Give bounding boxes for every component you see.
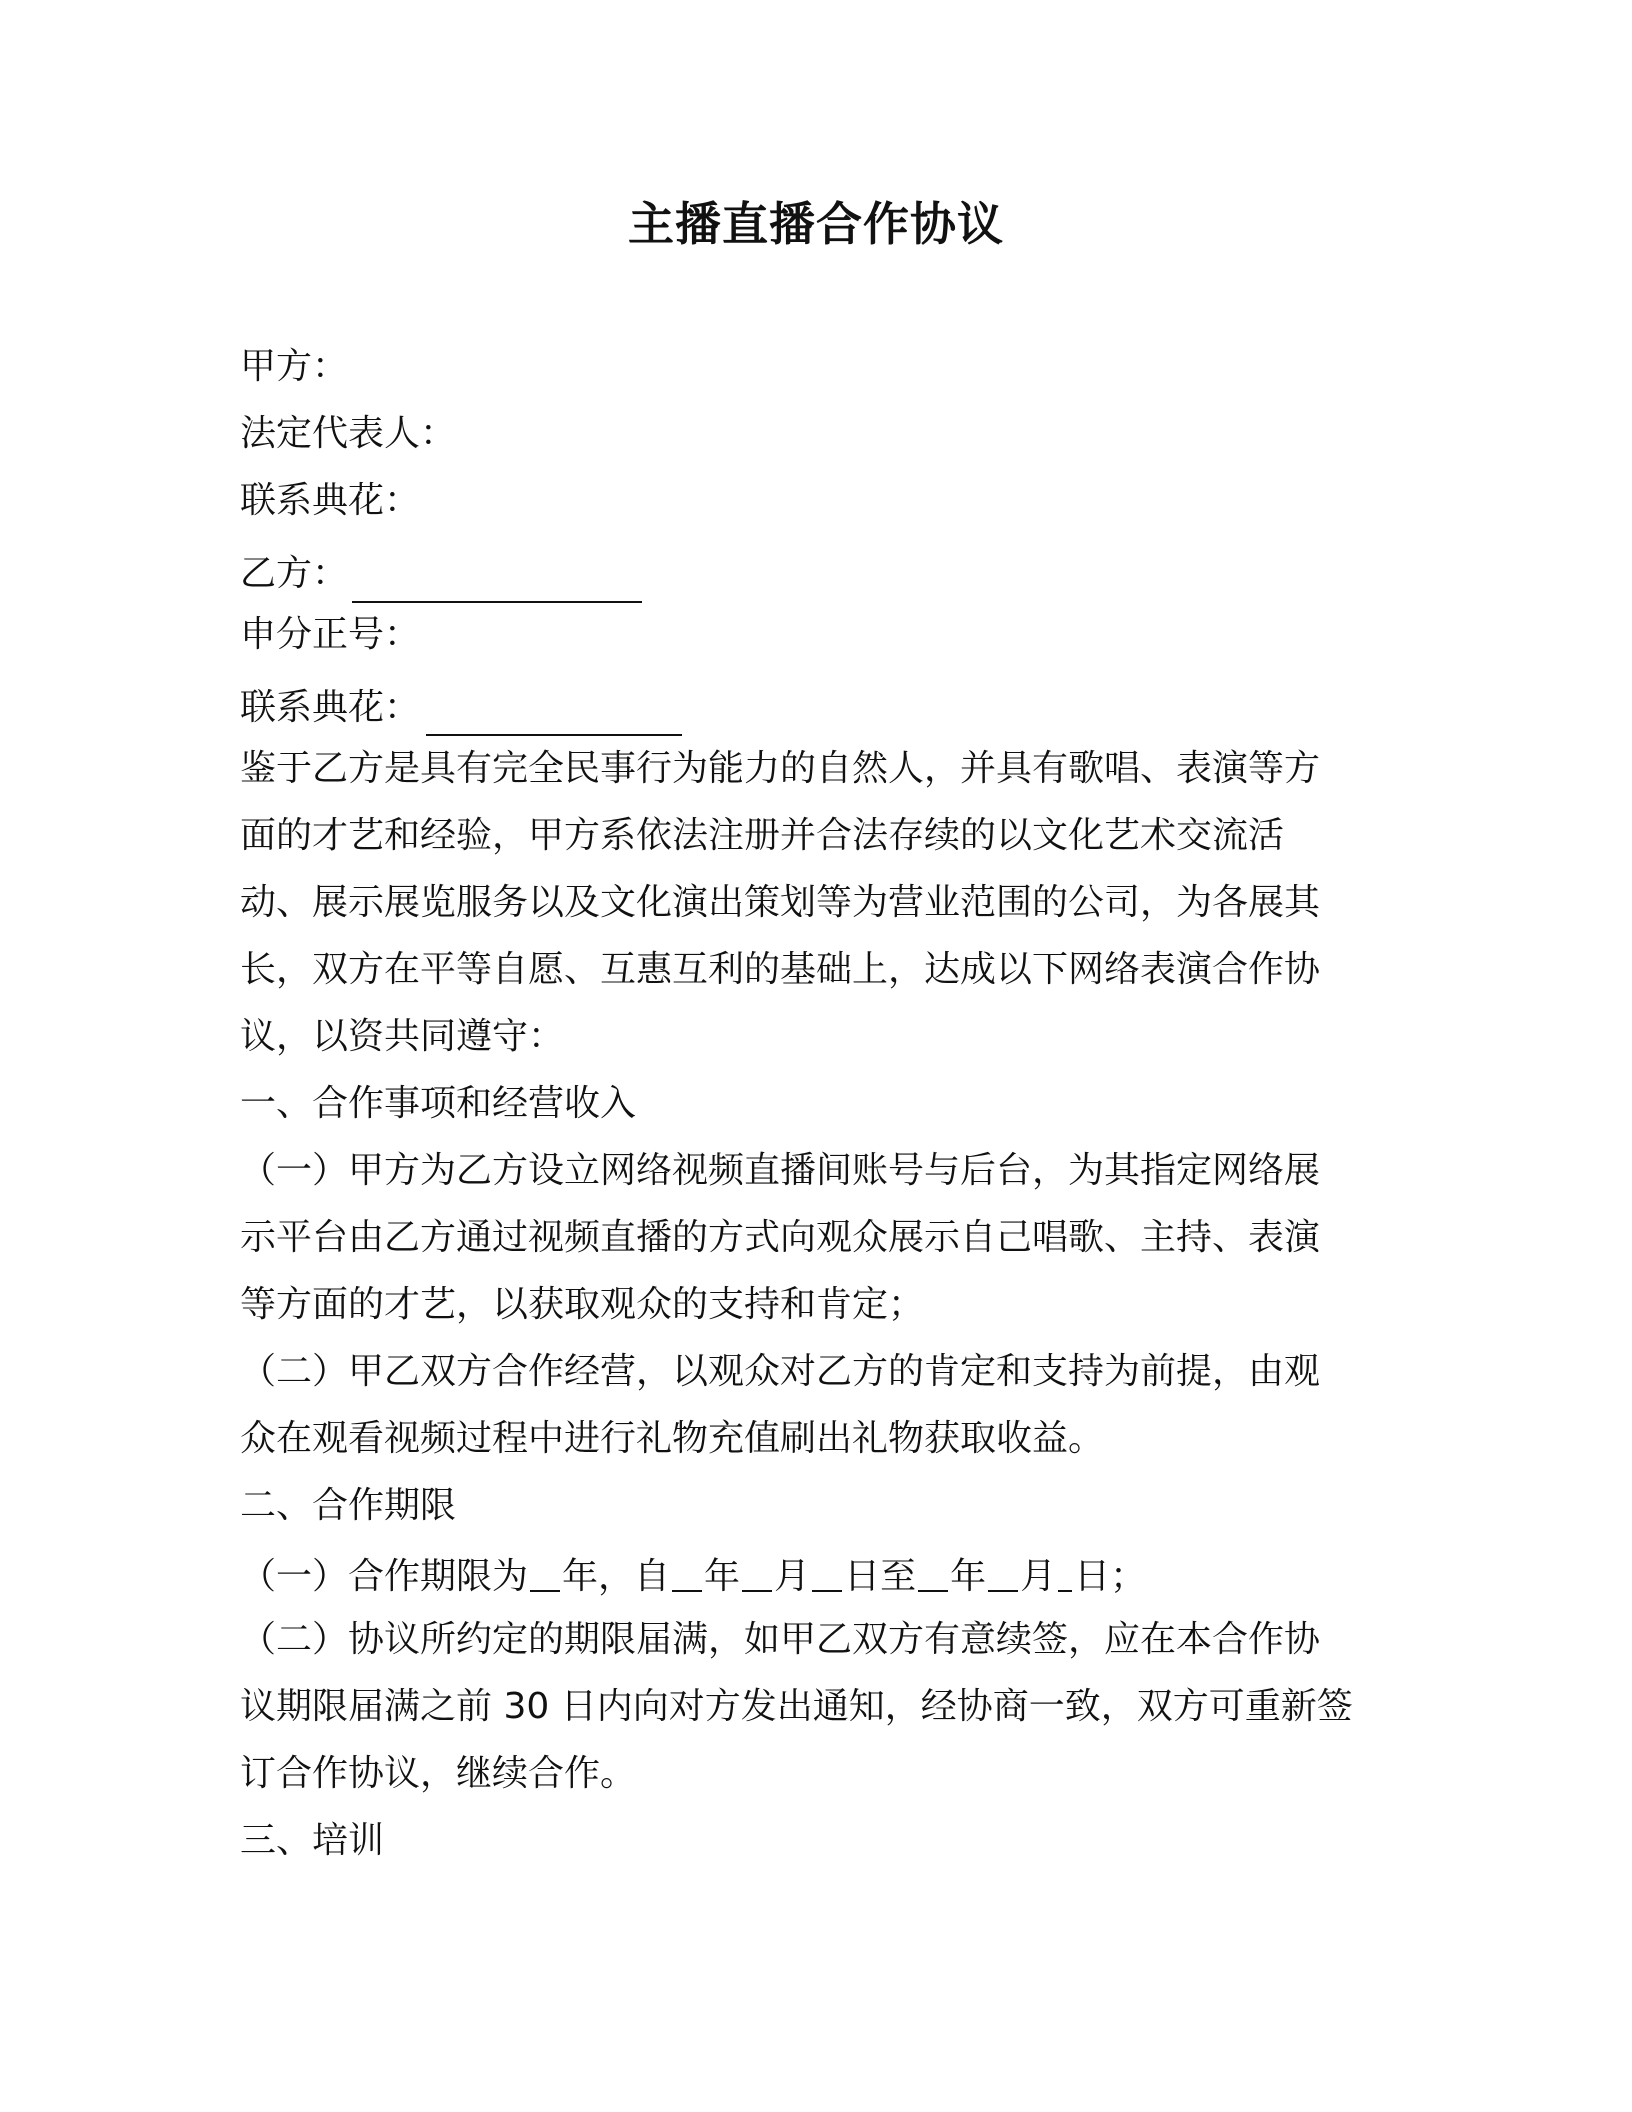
term-text: （一）合作期限为 xyxy=(240,1556,529,1597)
start-year-blank xyxy=(672,1560,702,1592)
term-text: 月 xyxy=(774,1556,811,1597)
term-text: 年 xyxy=(950,1556,987,1597)
party-b-label: 乙方： xyxy=(240,553,349,594)
clause-line: 等方面的才艺，以获取观众的支持和肯定； xyxy=(240,1284,925,1325)
party-a-phone-label: 联系典花： xyxy=(240,480,421,521)
clause-line: 众在观看视频过程中进行礼物充值刷出礼物获取收益。 xyxy=(240,1418,1105,1459)
clause-line: 订合作协议，继续合作。 xyxy=(240,1753,637,1794)
preamble-line: 鉴于乙方是具有完全民事行为能力的自然人，并具有歌唱、表演等方 xyxy=(240,748,1321,789)
term-text: 年，自 xyxy=(562,1556,671,1597)
clause-line: （二）协议所约定的期限届满，如甲乙双方有意续签，应在本合作协 xyxy=(240,1619,1321,1660)
party-a-label: 甲方： xyxy=(240,346,349,387)
party-b-id-label: 申分正号： xyxy=(240,614,421,655)
term-text: 月 xyxy=(1020,1556,1057,1597)
start-month-blank xyxy=(742,1560,772,1592)
clause-line: （二）甲乙双方合作经营，以观众对乙方的肯定和支持为前提，由观 xyxy=(240,1351,1321,1392)
party-b-phone-label: 联系典花： xyxy=(240,687,421,728)
preamble-line: 动、展示展览服务以及文化演出策划等为营业范围的公司，为各展其 xyxy=(240,882,1321,923)
start-day-blank xyxy=(812,1560,842,1592)
term-text: 年 xyxy=(704,1556,741,1597)
section-heading: 二、合作期限 xyxy=(240,1485,457,1526)
end-year-blank xyxy=(918,1560,948,1592)
party-b-name-blank xyxy=(352,601,642,603)
end-day-blank xyxy=(1058,1560,1072,1592)
preamble-line: 长，双方在平等自愿、互惠互利的基础上，达成以下网络表演合作协 xyxy=(240,949,1321,990)
term-text: 日至 xyxy=(844,1556,917,1597)
term-clause-line xyxy=(240,1552,1146,1602)
preamble-line: 议，以资共同遵守： xyxy=(240,1016,565,1057)
party-b-phone-blank xyxy=(426,734,682,736)
preamble-line: 面的才艺和经验，甲方系依法注册并合法存续的以文化艺术交流活 xyxy=(240,815,1285,856)
section-heading: 一、合作事项和经营收入 xyxy=(240,1083,637,1124)
clause-line: 示平台由乙方通过视频直播的方式向观众展示自己唱歌、主持、表演 xyxy=(240,1217,1321,1258)
end-month-blank xyxy=(988,1560,1018,1592)
party-a-legal-rep-label: 法定代表人： xyxy=(240,413,457,454)
document-title: 主播直播合作协议 xyxy=(628,197,1004,251)
years-blank xyxy=(530,1560,560,1592)
clause-line: （一）甲方为乙方设立网络视频直播间账号与后台，为其指定网络展 xyxy=(240,1150,1321,1191)
clause-line: 议期限届满之前 30 日内向对方发出通知，经协商一致，双方可重新签 xyxy=(240,1686,1353,1727)
section-heading: 三、培训 xyxy=(240,1820,385,1861)
term-text: 日； xyxy=(1074,1556,1147,1597)
